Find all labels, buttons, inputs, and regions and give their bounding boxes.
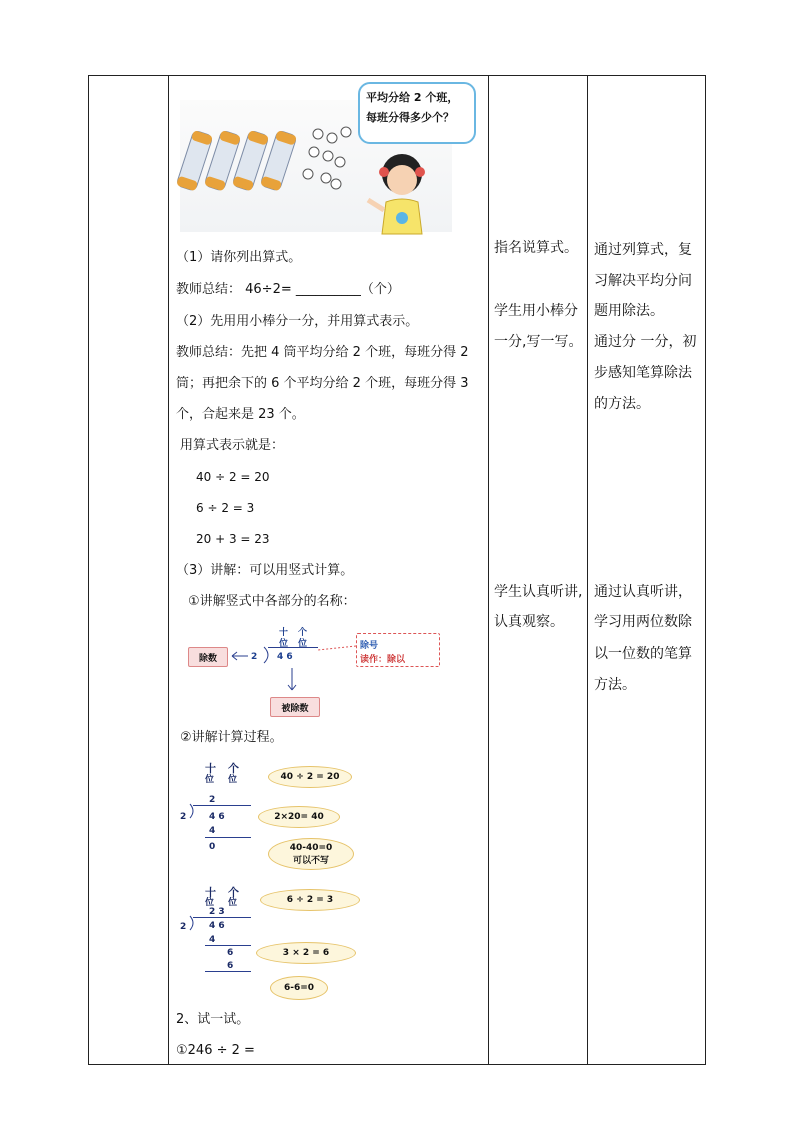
teacher-summary-1: 教师总结： 46÷2= __________（个） bbox=[176, 282, 400, 297]
explain-1: ①讲解竖式中各部分的名称： bbox=[188, 594, 356, 609]
division-bracket bbox=[188, 802, 198, 820]
equation-1: 40 ÷ 2 = 20 bbox=[196, 470, 270, 484]
shuttlecock-icon bbox=[321, 173, 331, 183]
purpose-line-8: 学习用两位数除 bbox=[594, 614, 692, 630]
badminton-illustration bbox=[180, 91, 459, 232]
student-activity-2: 学生用小棒分 bbox=[494, 303, 578, 319]
tens-label-2: 位 bbox=[205, 775, 215, 785]
product-row: 4 bbox=[209, 935, 216, 945]
student-activity-1: 指名说算式。 bbox=[494, 240, 578, 256]
question-3: （3）讲解：可以用竖式计算。 bbox=[176, 563, 354, 578]
callout-pointer bbox=[316, 640, 358, 654]
ones-label: 个 bbox=[298, 628, 308, 638]
equation-3: 20 + 3 = 23 bbox=[196, 532, 270, 546]
ones-label: 个 bbox=[228, 762, 239, 775]
division-bar bbox=[193, 805, 251, 806]
tens-label-2: 位 bbox=[205, 898, 215, 908]
step-bubble-1: 6 ÷ 2 = 3 bbox=[260, 889, 360, 911]
subtraction-line bbox=[205, 945, 251, 946]
try-question: ①246 ÷ 2 = bbox=[176, 1043, 255, 1058]
question-2: （2）先用用小棒分一分，并用算式表示。 bbox=[176, 314, 419, 329]
division-bracket bbox=[188, 914, 198, 932]
ones-label-2: 位 bbox=[298, 639, 308, 649]
shuttlecock-icon bbox=[303, 169, 313, 179]
purpose-line-6: 的方法。 bbox=[594, 396, 650, 412]
student-activity-3: 一分,写一写。 bbox=[494, 334, 583, 350]
column-divider bbox=[587, 76, 588, 1064]
shuttlecock-icon bbox=[335, 157, 345, 167]
quotient: 2 bbox=[209, 795, 216, 805]
dividend-row: 4 6 bbox=[209, 812, 225, 822]
teacher-summary-2-line3: 个，合起来是 23 个。 bbox=[176, 407, 305, 422]
shuttlecock-icon bbox=[313, 129, 323, 139]
student-activity-5: 认真观察。 bbox=[494, 614, 564, 630]
division-bracket bbox=[262, 645, 274, 665]
speech-bubble-line1: 平均分给 2 个班， bbox=[366, 91, 459, 104]
shuttlecock-icon bbox=[331, 179, 341, 189]
column-divider bbox=[168, 76, 169, 1064]
dividend-box: 被除数 bbox=[270, 697, 320, 717]
tens-label: 十 bbox=[279, 628, 289, 638]
purpose-line-7: 通过认真听讲， bbox=[594, 584, 692, 600]
division-bar bbox=[193, 917, 251, 918]
remainder-row: 6 bbox=[227, 948, 234, 958]
divisor-digit: 2 bbox=[180, 922, 187, 932]
step-bubble-1: 40 ÷ 2 = 20 bbox=[268, 766, 352, 788]
purpose-line-5: 步感知笔算除法 bbox=[594, 365, 692, 381]
purpose-line-9: 以一位数的笔算 bbox=[594, 646, 692, 662]
step-bubble-3: 6-6=0 bbox=[270, 976, 328, 1000]
ones-label-2: 位 bbox=[228, 775, 238, 785]
subtraction-line bbox=[205, 837, 251, 838]
explain-2: ②讲解计算过程。 bbox=[180, 730, 283, 745]
shuttlecock-icon bbox=[341, 127, 351, 137]
purpose-line-4: 通过分 一分，初 bbox=[594, 334, 697, 350]
shuttlecock-icon bbox=[327, 133, 337, 143]
teacher-summary-2-line1: 教师总结：先把 4 筒平均分给 2 个班，每班分得 2 bbox=[176, 345, 469, 360]
product-row: 4 bbox=[209, 826, 216, 836]
tens-label: 十 bbox=[205, 762, 216, 775]
division-sign-title: 除号 bbox=[360, 641, 379, 651]
shuttlecock-icon bbox=[309, 147, 319, 157]
division-bar bbox=[268, 647, 318, 648]
tens-label: 十 bbox=[205, 886, 216, 899]
student-activity-4: 学生认真听讲, bbox=[494, 584, 583, 600]
teacher-summary-2-line2: 筒；再把余下的 6 个平均分给 2 个班，每班分得 3 bbox=[176, 376, 469, 391]
division-sign-reading: 读作：除以 bbox=[360, 655, 406, 665]
purpose-line-3: 题用除法。 bbox=[594, 303, 664, 319]
subtraction-line-2 bbox=[205, 971, 251, 972]
remainder-row: 0 bbox=[209, 842, 216, 852]
column-divider bbox=[488, 76, 489, 1064]
arrow-down-icon bbox=[287, 668, 297, 694]
product-row-2: 6 bbox=[227, 961, 234, 971]
speech-bubble-line2: 每班分得多少个？ bbox=[366, 111, 454, 124]
dividend-row: 4 6 bbox=[209, 921, 225, 931]
shuttlecock-icon bbox=[323, 151, 333, 161]
formula-intro: 用算式表示就是： bbox=[180, 438, 285, 453]
divisor-digit: 2 bbox=[180, 812, 187, 822]
divisor-box: 除数 bbox=[188, 647, 228, 667]
purpose-line-10: 方法。 bbox=[594, 677, 636, 693]
divisor-digit: 2 bbox=[251, 652, 258, 662]
ones-label-2: 位 bbox=[228, 898, 238, 908]
step-bubble-3: 40-40=0 可以不写 bbox=[268, 838, 354, 870]
step-bubble-2: 2×20= 40 bbox=[258, 806, 340, 828]
step-bubble-2: 3 × 2 = 6 bbox=[256, 942, 356, 964]
question-1: （1）请你列出算式。 bbox=[176, 250, 302, 265]
arrow-left-icon bbox=[228, 650, 250, 662]
girl-figure bbox=[368, 154, 425, 234]
ones-label: 个 bbox=[228, 886, 239, 899]
quotient: 2 3 bbox=[209, 907, 225, 917]
purpose-line-2: 习解决平均分问 bbox=[594, 273, 692, 289]
try-title: 2、试一试。 bbox=[176, 1012, 250, 1027]
tens-label-2: 位 bbox=[279, 639, 289, 649]
dividend-digits: 4 6 bbox=[277, 652, 293, 662]
purpose-line-1: 通过列算式，复 bbox=[594, 242, 692, 258]
equation-2: 6 ÷ 2 = 3 bbox=[196, 501, 255, 515]
